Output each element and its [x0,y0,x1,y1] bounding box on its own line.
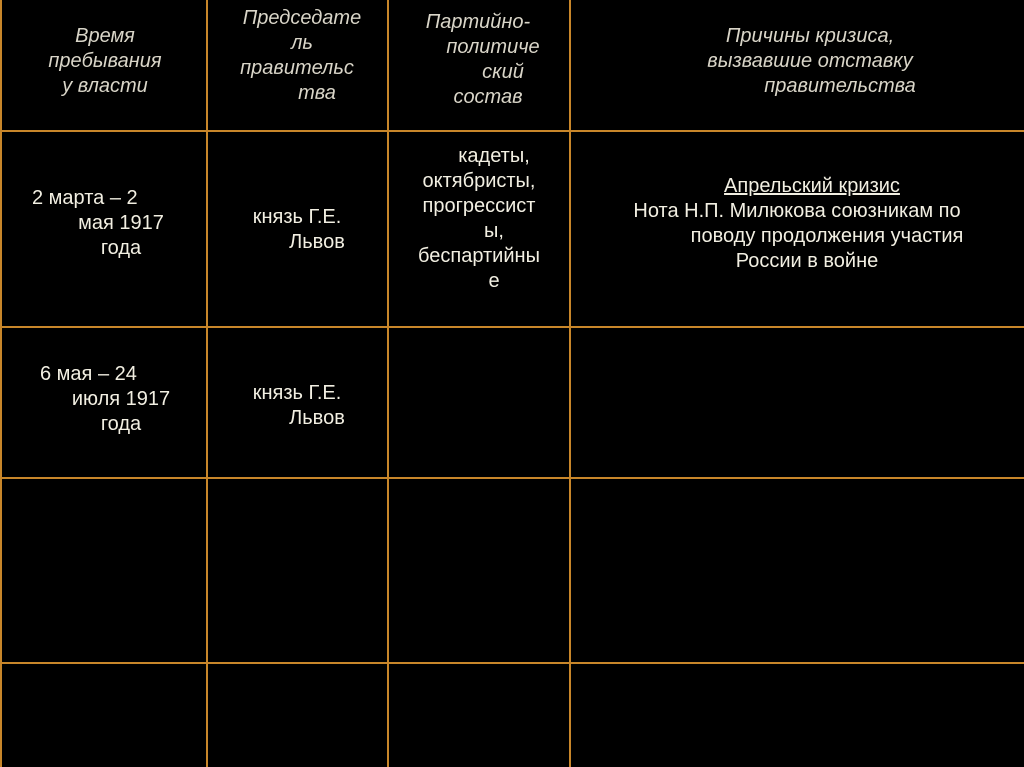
chairman-line: князь Г.Е. [252,382,342,404]
row1-crisis [577,174,1017,274]
header-period [20,24,190,99]
grid-line [387,0,389,767]
header-line: Причины кризиса, [725,25,895,47]
chairman-line: Львов [289,407,345,429]
header-parties [393,10,563,110]
grid-line [0,130,1024,132]
grid-line [0,477,1024,479]
period-line: года [100,413,142,435]
header-line: тва [298,82,336,104]
period-line: 6 мая – 24 [40,363,137,385]
crisis-line: Нота Н.П. Милюкова союзникам по [633,200,961,222]
row1-chairman [212,205,382,255]
row1-period [16,186,196,261]
parties-line: октябристы, [422,170,536,192]
grid-line [569,0,571,767]
header-line: ский [482,61,524,83]
chairman-line: Львов [289,231,345,253]
grid-line [0,0,2,767]
parties-line: беспартийны [418,245,540,267]
period-line: мая 1917 [78,212,164,234]
header-chairman [212,6,382,106]
header-line: состав [453,86,523,108]
header-line: Председате [242,7,362,29]
header-line: вызвавшие отставку [707,50,913,72]
header-line: политиче [446,36,540,58]
parties-line: е [488,270,500,292]
header-line: пребывания [48,50,162,72]
crisis-line: поводу продолжения участия [690,225,964,247]
header-line: ль [291,32,313,54]
header-line: правительс [240,57,354,79]
header-line: правительства [764,75,916,97]
period-line: года [100,237,142,259]
crisis-line: России в войне [735,250,879,272]
chairman-line: князь Г.Е. [252,206,342,228]
header-line: Партийно- [425,11,531,33]
header-line: Время [75,25,135,47]
grid-line [0,326,1024,328]
period-line: июля 1917 [71,388,171,410]
row2-period [16,362,196,437]
crisis-title: Апрельский кризис [724,175,900,197]
period-line: 2 марта – 2 [32,187,138,209]
row2-chairman [212,381,382,431]
row1-parties [393,144,565,294]
header-line: у власти [62,75,148,97]
parties-line: кадеты, [458,145,530,167]
header-crisis [580,24,1020,99]
grid-line [0,662,1024,664]
grid-line [206,0,208,767]
parties-line: ы, [484,220,504,242]
parties-line: прогрессист [422,195,536,217]
